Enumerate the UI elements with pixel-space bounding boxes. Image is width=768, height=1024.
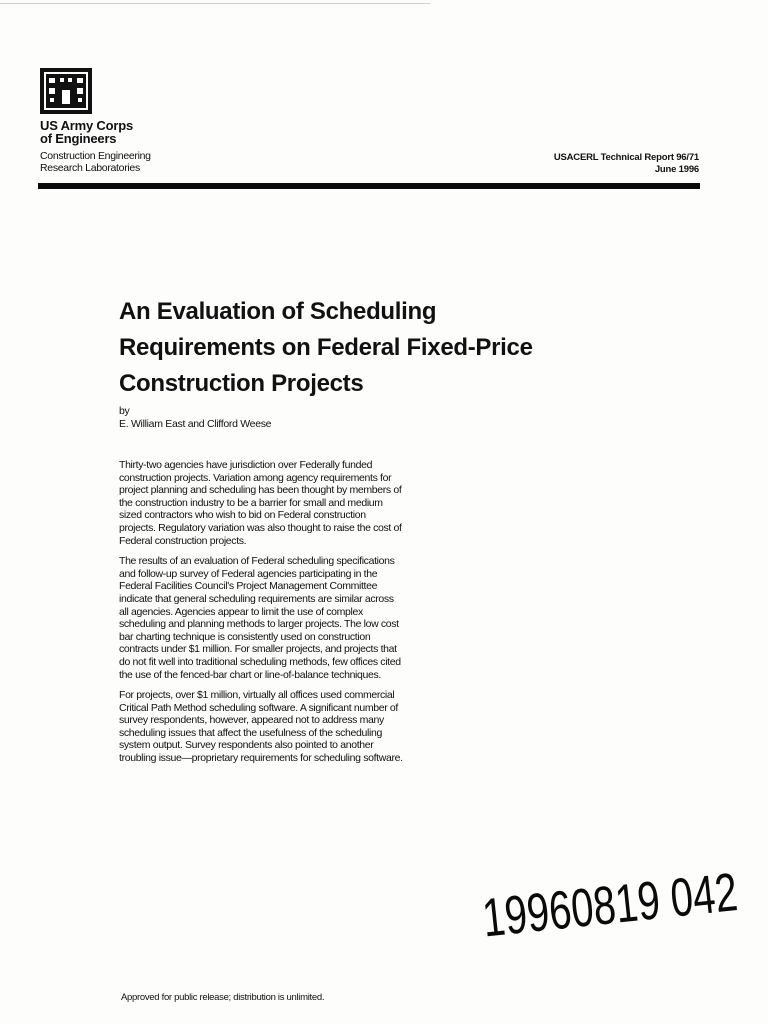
- abstract-paragraph-2: The results of an evaluation of Federal scheduling specifications and follow-up survey of Federal agencies participating in the Federal Facilities Council's Project Management Committee indicate that general scheduling requirements are similar across all agencies. Agencies appear to limit the use of complex scheduling and planning methods to larger projects. The low cost bar charting technique is consistently used on construction contracts under $1 million. For smaller projects, and projects that do not fit well into traditional scheduling methods, few offices cited the use of the fenced-bar chart or line-of-balance techniques.: [119, 555, 401, 681]
- castle-logo-icon: [40, 68, 92, 114]
- report-number: USACERL Technical Report 96/71: [553, 152, 699, 163]
- report-info: [554, 152, 699, 176]
- top-rule: [0, 3, 430, 4]
- accession-stamp: 19960819 042: [479, 862, 741, 949]
- report-date: June 1996: [654, 164, 699, 175]
- org-name: [40, 119, 133, 145]
- org-sub-line1: Construction Engineering: [40, 150, 151, 162]
- title-line2: Requirements on Federal Fixed-Price: [119, 334, 533, 361]
- release-statement: Approved for public release; distribution is unlimited.: [121, 992, 325, 1003]
- title-line1: An Evaluation of Scheduling: [119, 298, 437, 325]
- byline-authors: E. William East and Clifford Weese: [119, 418, 272, 430]
- title-line3: Construction Projects: [119, 370, 364, 397]
- abstract-paragraph-1: Thirty-two agencies have jurisdiction over Federally funded construction projects. Variation among agency requirements for project planning and scheduling has been thought by members of the construction industry to be a barrier for small and medium sized contractors who wish to bid on Federal construction projects. Regulatory variation was also thought to raise the cost of Federal construction projects.: [119, 459, 402, 547]
- org-sub-line2: Research Laboratories: [40, 162, 140, 174]
- org-name-line1: US Army Corps: [40, 118, 133, 133]
- org-name-line2: of Engineers: [40, 131, 117, 146]
- header-rule: [38, 183, 700, 189]
- abstract-paragraph-3: For projects, over $1 million, virtually all offices used commercial Critical Path Method scheduling software. A significant number of survey respondents, however, appeared not to address many scheduling issues that affect the usefulness of the scheduling system output. Survey respondents also pointed to another troubling issue—proprietary requirements for scheduling software.: [119, 689, 403, 765]
- document-title: [119, 294, 679, 402]
- abstract: [119, 459, 404, 773]
- org-subtitle: [40, 150, 151, 174]
- byline-by: by: [119, 405, 130, 417]
- byline: [119, 405, 271, 431]
